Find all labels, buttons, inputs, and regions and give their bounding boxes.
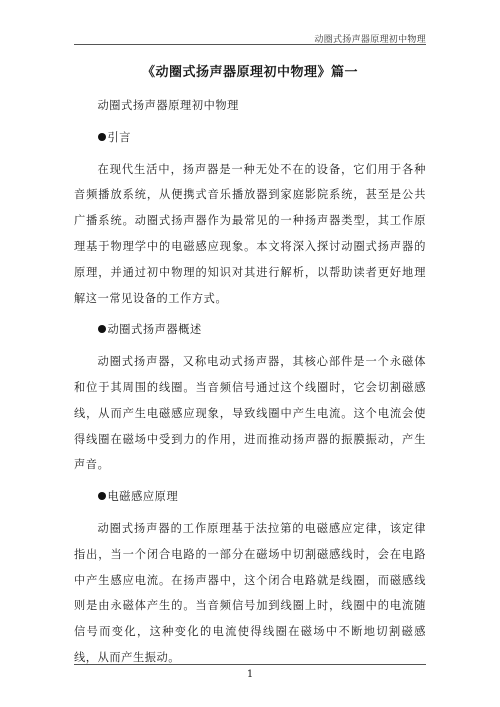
document-subtitle: 动圈式扬声器原理初中物理 [97,99,239,112]
bullet-icon [98,133,106,141]
section-heading-text: 动圈式扬声器概述 [107,323,202,337]
paragraph: 在现代生活中，扬声器是一种无处不在的设备，它们用于各种音频播放系统，从便携式音乐播放器到家庭影院系统，甚至是公共广播系统。动圈式扬声器作为最常见的一种扬声器类型，其工作原理基于物理学中的电磁感应现象。本文将深入探讨动圈式扬声器的原理，并通过初中物理的知识对其进行解析，以帮助读者更好地理解这一常见设备的工作方式。 [74,162,426,305]
footer-divider [74,664,426,665]
section-heading-text: 电磁感应原理 [107,490,179,504]
header-divider [74,44,426,45]
paragraph: 动圈式扬声器的工作原理基于法拉第的电磁感应定律，该定律指出，当一个闭合电路的一部分在磁场中切割磁感线时，会在电路中产生感应电流。在扬声器中，这个闭合电路就是线圈，而磁感线则是由永磁体产生的。当音频信号加到线圈上时，线圈中的电流随信号而变化，这种变化的电流使得线圈在磁场中不断地切割磁感线，从而产生振动。 [74,521,426,664]
section-heading-intro [74,125,426,151]
section-heading-overview [74,317,426,343]
document-body [74,63,426,671]
document-title: 《动圈式扬声器原理初中物理》篇一 [141,65,358,80]
bullet-icon [98,325,106,333]
paragraph: 动圈式扬声器，又称电动式扬声器，其核心部件是一个永磁体和位于其周围的线圈。当音频信号通过这个线圈时，它会切割磁感线，从而产生电磁感应现象，导致线圈中产生电流。这个电流会使得线圈在磁场中受到力的作用，进而推动扬声器的振膜振动，产生声音。 [74,355,426,472]
bullet-icon [98,492,106,500]
section-heading-induction [74,484,426,510]
section-heading-text: 引言 [107,130,132,144]
page-header [0,0,500,44]
running-header-title: 动圈式扬声器原理初中物理 [314,35,426,45]
page-number: 1 [246,669,254,680]
